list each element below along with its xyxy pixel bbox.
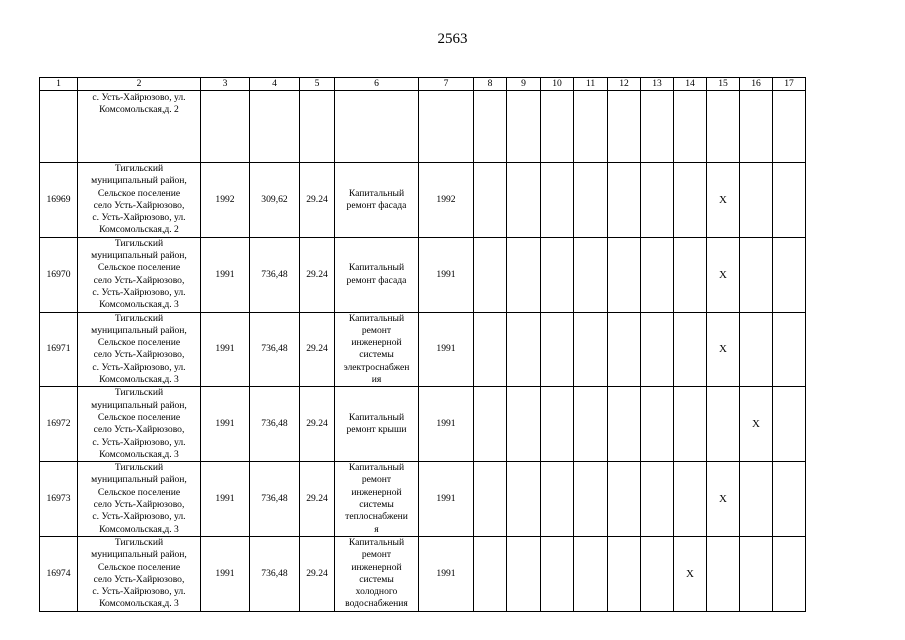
cell-work-type (335, 163, 419, 238)
address-line: с. Усть-Хайрюзово, ул. (92, 92, 186, 103)
cell-id: 16974 (40, 536, 78, 611)
empty-cell (541, 462, 574, 537)
empty-cell (740, 462, 773, 537)
cell-id: 16970 (40, 237, 78, 312)
cell-rate: 29.24 (300, 536, 335, 611)
empty-cell (541, 163, 574, 238)
empty-cell (773, 536, 806, 611)
address-line: с. Усть-Хайрюзово, ул. (92, 436, 186, 448)
column-number: 12 (608, 78, 641, 91)
column-number: 3 (201, 78, 250, 91)
empty-cell (541, 536, 574, 611)
work-line: теплоснабжени (345, 511, 408, 523)
cell-year-repair: 1991 (419, 312, 474, 387)
column-number: 8 (474, 78, 507, 91)
empty-cell (574, 237, 608, 312)
address-line: Тигильский (114, 462, 164, 474)
table-row (40, 536, 806, 611)
cell-id: 16972 (40, 387, 78, 462)
column-number: 1 (40, 78, 78, 91)
work-line: Капитальный (348, 536, 405, 548)
empty-cell (674, 163, 707, 238)
column-number-row (40, 78, 806, 91)
empty-cell (507, 237, 541, 312)
address-line: с. Усть-Хайрюзово, ул. (92, 511, 186, 523)
empty-cell (474, 237, 507, 312)
empty-cell (541, 312, 574, 387)
address-line: село Усть-Хайрюзово, (93, 424, 185, 436)
empty-cell (707, 536, 740, 611)
column-number: 14 (674, 78, 707, 91)
empty-cell (507, 387, 541, 462)
empty-cell (740, 312, 773, 387)
empty-cell (335, 91, 419, 163)
address-line: с. Усть-Хайрюзово, ул. (92, 212, 186, 224)
work-line: ремонт крыши (346, 424, 407, 436)
work-line: Капитальный (348, 262, 405, 274)
empty-cell (474, 163, 507, 238)
empty-cell (773, 312, 806, 387)
address-line: Тигильский (114, 387, 164, 399)
cell-mark: X (740, 387, 773, 462)
empty-cell (641, 91, 674, 163)
table-row (40, 387, 806, 462)
cell-address (78, 163, 201, 238)
empty-cell (608, 91, 641, 163)
empty-cell (674, 462, 707, 537)
address-line: Комсомольская,д. 3 (99, 299, 179, 311)
empty-cell (773, 462, 806, 537)
work-line: системы (359, 573, 394, 585)
address-line: муниципальный район, (91, 324, 187, 336)
cell-address (78, 91, 201, 163)
address-line: село Усть-Хайрюзово, (93, 573, 185, 585)
cell-rate: 29.24 (300, 237, 335, 312)
work-line: ремонт (361, 324, 392, 336)
address-line: Сельское поселение (97, 411, 181, 423)
address-line: Сельское поселение (97, 187, 181, 199)
work-line: системы (359, 349, 394, 361)
column-number: 10 (541, 78, 574, 91)
empty-cell (608, 312, 641, 387)
cell-area: 736,48 (250, 312, 300, 387)
cell-year-built: 1992 (201, 163, 250, 238)
cell-year-repair: 1991 (419, 237, 474, 312)
cell-address (78, 312, 201, 387)
address-line: село Усть-Хайрюзово, (93, 349, 185, 361)
address-line: Комсомольская,д. 3 (99, 523, 179, 535)
cell-mark: X (707, 237, 740, 312)
cell-year-built: 1991 (201, 237, 250, 312)
empty-cell (773, 387, 806, 462)
empty-cell (474, 462, 507, 537)
cell-area: 736,48 (250, 462, 300, 537)
address-line: Сельское поселение (97, 486, 181, 498)
column-number: 16 (740, 78, 773, 91)
column-number: 7 (419, 78, 474, 91)
empty-cell (541, 91, 574, 163)
work-line: ремонт фасада (346, 199, 407, 211)
work-line: ремонт (361, 474, 392, 486)
empty-cell (608, 462, 641, 537)
address-line: Тигильский (114, 536, 164, 548)
empty-cell (608, 163, 641, 238)
column-number: 2 (78, 78, 201, 91)
empty-cell (419, 91, 474, 163)
address-line: с. Усть-Хайрюзово, ул. (92, 586, 186, 598)
address-line: муниципальный район, (91, 399, 187, 411)
cell-address (78, 237, 201, 312)
cell-id (40, 91, 78, 163)
cell-rate: 29.24 (300, 163, 335, 238)
empty-cell (574, 91, 608, 163)
address-line: Сельское поселение (97, 262, 181, 274)
continuation-row (40, 91, 806, 163)
column-number: 13 (641, 78, 674, 91)
empty-cell (674, 237, 707, 312)
address-line: Комсомольская,д. 3 (99, 374, 179, 386)
empty-cell (201, 91, 250, 163)
empty-cell (740, 163, 773, 238)
empty-cell (574, 536, 608, 611)
address-line: Сельское поселение (97, 561, 181, 573)
empty-cell (507, 462, 541, 537)
cell-year-repair: 1991 (419, 536, 474, 611)
address-line: Комсомольская,д. 3 (99, 448, 179, 460)
empty-cell (707, 91, 740, 163)
work-line: ия (371, 374, 382, 386)
cell-id: 16969 (40, 163, 78, 238)
cell-mark: X (707, 462, 740, 537)
work-line: ремонт (361, 549, 392, 561)
empty-cell (740, 237, 773, 312)
empty-cell (773, 91, 806, 163)
table-row (40, 163, 806, 238)
empty-cell (641, 163, 674, 238)
column-number: 5 (300, 78, 335, 91)
empty-cell (507, 163, 541, 238)
column-number: 4 (250, 78, 300, 91)
address-line: село Усть-Хайрюзово, (93, 274, 185, 286)
work-line: холодного (355, 586, 398, 598)
empty-cell (773, 237, 806, 312)
cell-year-repair: 1991 (419, 387, 474, 462)
empty-cell (474, 387, 507, 462)
table-row (40, 237, 806, 312)
cell-year-built: 1991 (201, 387, 250, 462)
cell-address (78, 462, 201, 537)
empty-cell (507, 312, 541, 387)
register-table (39, 77, 806, 612)
table-row (40, 462, 806, 537)
empty-cell (674, 312, 707, 387)
empty-cell (474, 312, 507, 387)
cell-work-type (335, 312, 419, 387)
empty-cell (707, 387, 740, 462)
cell-area: 309,62 (250, 163, 300, 238)
empty-cell (300, 91, 335, 163)
empty-cell (608, 237, 641, 312)
cell-area: 736,48 (250, 387, 300, 462)
address-line: Тигильский (114, 312, 164, 324)
table-row (40, 312, 806, 387)
cell-work-type (335, 387, 419, 462)
cell-area: 736,48 (250, 536, 300, 611)
cell-rate: 29.24 (300, 312, 335, 387)
empty-cell (574, 462, 608, 537)
empty-cell (674, 91, 707, 163)
cell-year-built: 1991 (201, 462, 250, 537)
cell-year-repair: 1992 (419, 163, 474, 238)
empty-cell (608, 387, 641, 462)
address-line: Сельское поселение (97, 337, 181, 349)
address-line: село Усть-Хайрюзово, (93, 199, 185, 211)
empty-cell (507, 91, 541, 163)
empty-cell (641, 387, 674, 462)
address-line: с. Усть-Хайрюзово, ул. (92, 361, 186, 373)
cell-id: 16971 (40, 312, 78, 387)
cell-mark: X (707, 163, 740, 238)
work-line: я (374, 523, 379, 535)
empty-cell (608, 536, 641, 611)
address-line: с. Усть-Хайрюзово, ул. (92, 286, 186, 298)
column-number: 17 (773, 78, 806, 91)
address-line: Тигильский (114, 163, 164, 174)
address-line: муниципальный район, (91, 474, 187, 486)
empty-cell (740, 91, 773, 163)
address-line: Комсомольская,д. 3 (99, 598, 179, 610)
cell-address (78, 387, 201, 462)
address-line: село Усть-Хайрюзово, (93, 499, 185, 511)
cell-id: 16973 (40, 462, 78, 537)
empty-cell (674, 387, 707, 462)
work-line: Капитальный (348, 462, 405, 474)
empty-cell (740, 536, 773, 611)
work-line: Капитальный (348, 411, 405, 423)
work-line: водоснабжения (345, 598, 408, 610)
empty-cell (541, 237, 574, 312)
empty-cell (641, 312, 674, 387)
empty-cell (541, 387, 574, 462)
address-line: Комсомольская,д. 2 (99, 104, 179, 116)
page-number: 2563 (437, 31, 468, 47)
column-number: 6 (335, 78, 419, 91)
work-line: инженерной (351, 561, 402, 573)
work-line: инженерной (351, 486, 402, 498)
empty-cell (507, 536, 541, 611)
empty-cell (474, 91, 507, 163)
cell-rate: 29.24 (300, 462, 335, 537)
empty-cell (574, 312, 608, 387)
address-line: Комсомольская,д. 2 (99, 224, 179, 236)
cell-year-built: 1991 (201, 312, 250, 387)
work-line: Капитальный (348, 312, 405, 324)
empty-cell (641, 462, 674, 537)
address-line: муниципальный район, (91, 175, 187, 187)
empty-cell (574, 387, 608, 462)
cell-year-repair: 1991 (419, 462, 474, 537)
empty-cell (574, 163, 608, 238)
cell-address (78, 536, 201, 611)
work-line: инженерной (351, 337, 402, 349)
cell-rate: 29.24 (300, 387, 335, 462)
cell-area: 736,48 (250, 237, 300, 312)
address-line: муниципальный район, (91, 250, 187, 262)
work-line: ремонт фасада (346, 274, 407, 286)
address-line: Тигильский (114, 237, 164, 249)
empty-cell (641, 536, 674, 611)
work-line: Капитальный (348, 187, 405, 199)
cell-year-built: 1991 (201, 536, 250, 611)
work-line: электроснабжен (343, 361, 410, 373)
address-line: муниципальный район, (91, 549, 187, 561)
cell-work-type (335, 237, 419, 312)
empty-cell (773, 163, 806, 238)
cell-mark: X (707, 312, 740, 387)
empty-cell (250, 91, 300, 163)
work-line: системы (359, 499, 394, 511)
empty-cell (641, 237, 674, 312)
column-number: 15 (707, 78, 740, 91)
column-number: 9 (507, 78, 541, 91)
column-number: 11 (574, 78, 608, 91)
cell-work-type (335, 536, 419, 611)
empty-cell (474, 536, 507, 611)
cell-mark: X (674, 536, 707, 611)
cell-work-type (335, 462, 419, 537)
